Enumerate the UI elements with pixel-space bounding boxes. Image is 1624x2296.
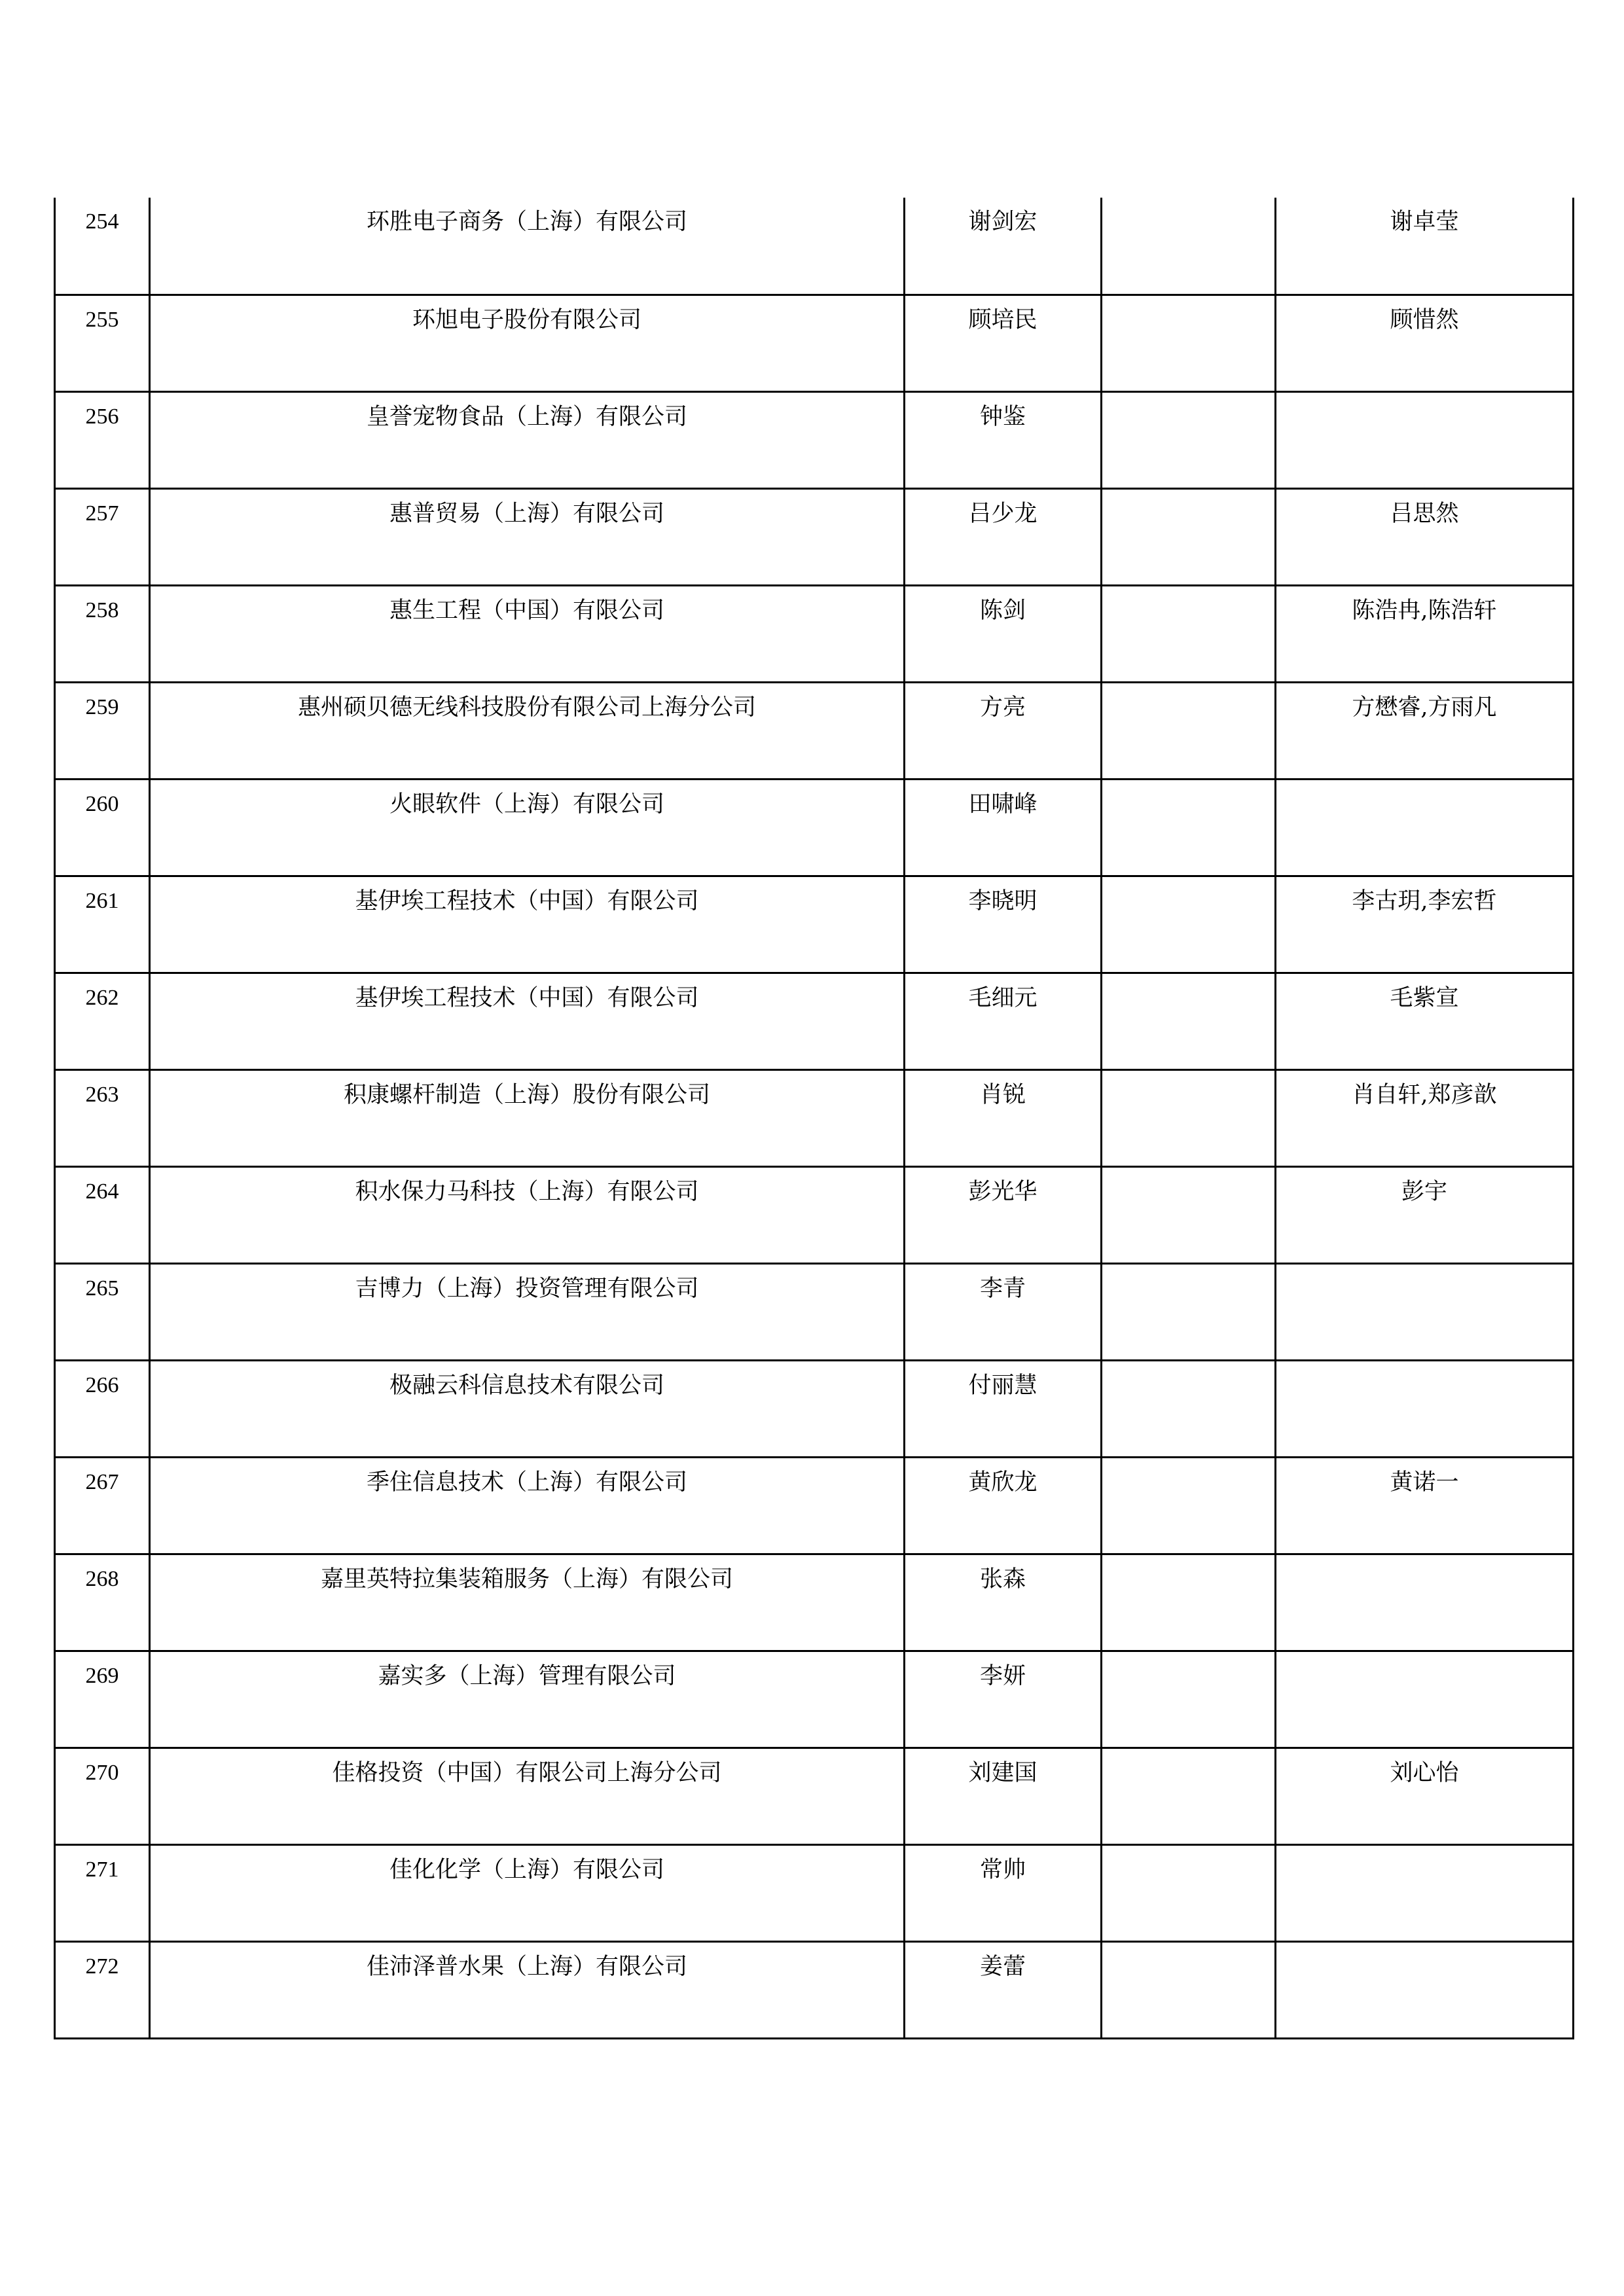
company-name: 季住信息技术（上海）有限公司 (366, 1469, 687, 1496)
table-row (55, 682, 1574, 779)
blank-cell-cell (1102, 1844, 1276, 1941)
blank-cell (1102, 1361, 1274, 1374)
table-row (55, 973, 1574, 1069)
company-name-cell (150, 1457, 905, 1554)
blank-cell-cell (1102, 1457, 1276, 1554)
children-names: 刘心怡 (1390, 1759, 1459, 1786)
row-number: 262 (85, 985, 119, 1010)
representative-name-cell (905, 295, 1102, 391)
table-row (55, 1554, 1574, 1651)
representative-name-cell (905, 682, 1102, 779)
blank-cell (1102, 1943, 1274, 1956)
row-number: 257 (85, 501, 119, 526)
table-row (55, 391, 1574, 488)
row-number: 264 (85, 1179, 119, 1204)
row-number-cell (55, 1941, 150, 2038)
children-names-cell (1276, 295, 1574, 391)
children-names-cell (1276, 1941, 1574, 2038)
table-row (55, 488, 1574, 585)
representative-name-cell (905, 488, 1102, 585)
blank-cell (1102, 877, 1274, 890)
row-number: 270 (85, 1760, 119, 1785)
row-number-cell (55, 1651, 150, 1748)
company-name-cell (150, 1651, 905, 1748)
blank-cell (1102, 198, 1274, 211)
children-names-cell (1276, 391, 1574, 488)
row-number-cell (55, 876, 150, 973)
company-name: 积康螺杆制造（上海）股份有限公司 (343, 1081, 710, 1108)
company-name-cell (150, 1748, 905, 1844)
company-name-cell (150, 488, 905, 585)
company-name: 嘉里英特拉集装箱服务（上海）有限公司 (320, 1566, 733, 1592)
blank-cell (1102, 683, 1274, 696)
row-number-cell (55, 1263, 150, 1360)
table-row (55, 295, 1574, 391)
table-row (55, 1457, 1574, 1554)
children-names-cell (1276, 1554, 1574, 1651)
representative-name: 李青 (979, 1275, 1026, 1302)
blank-cell-cell (1102, 779, 1276, 876)
representative-name: 陈剑 (979, 597, 1026, 624)
blank-cell-cell (1102, 488, 1276, 585)
table-row (55, 1651, 1574, 1748)
roster-body (55, 198, 1574, 2038)
table-row (55, 876, 1574, 973)
representative-name: 毛细元 (968, 984, 1038, 1011)
representative-name: 李晓明 (968, 888, 1038, 914)
company-name: 佳格投资（中国）有限公司上海分公司 (332, 1759, 722, 1786)
children-names-cell (1276, 198, 1574, 295)
blank-cell-cell (1102, 1360, 1276, 1457)
representative-name: 谢剑宏 (968, 209, 1038, 235)
children-names-cell (1276, 1844, 1574, 1941)
table-row (55, 1941, 1574, 2038)
company-name: 吉博力（上海）投资管理有限公司 (355, 1275, 699, 1302)
table-row (55, 585, 1574, 682)
company-name-cell (150, 585, 905, 682)
children-names: 方懋睿,方雨凡 (1352, 694, 1497, 721)
row-number-cell (55, 682, 150, 779)
table-row (55, 198, 1574, 295)
children-names: 毛紫宣 (1390, 984, 1459, 1011)
blank-cell (1102, 1458, 1274, 1471)
table-row (55, 1069, 1574, 1166)
representative-name: 田啸峰 (968, 791, 1038, 817)
table-row (55, 779, 1574, 876)
company-name: 嘉实多（上海）管理有限公司 (378, 1662, 676, 1689)
company-name-cell (150, 198, 905, 295)
company-name-cell (150, 973, 905, 1069)
blank-cell-cell (1102, 973, 1276, 1069)
row-number-cell (55, 391, 150, 488)
company-name: 基伊埃工程技术（中国）有限公司 (355, 984, 699, 1011)
children-names: 吕思然 (1390, 500, 1459, 527)
company-name-cell (150, 1360, 905, 1457)
roster-table (54, 198, 1574, 2039)
company-name-cell (150, 295, 905, 391)
blank-cell (1102, 1168, 1274, 1181)
blank-cell-cell (1102, 1748, 1276, 1844)
row-number-cell (55, 488, 150, 585)
company-name: 火眼软件（上海）有限公司 (389, 791, 664, 817)
row-number: 266 (85, 1372, 119, 1397)
company-name: 极融云科信息技术有限公司 (389, 1372, 664, 1399)
representative-name-cell (905, 1166, 1102, 1263)
children-names (1276, 780, 1572, 793)
representative-name: 钟鉴 (979, 403, 1026, 430)
representative-name-cell (905, 1554, 1102, 1651)
children-names: 彭宇 (1401, 1178, 1447, 1205)
children-names-cell (1276, 973, 1574, 1069)
company-name: 惠普贸易（上海）有限公司 (389, 500, 664, 527)
row-number: 263 (85, 1082, 119, 1107)
company-name: 环胜电子商务（上海）有限公司 (366, 209, 687, 235)
row-number-cell (55, 1360, 150, 1457)
company-name-cell (150, 682, 905, 779)
representative-name: 顾培民 (968, 306, 1038, 333)
representative-name-cell (905, 876, 1102, 973)
blank-cell (1102, 1652, 1274, 1665)
children-names (1276, 1943, 1572, 1956)
row-number: 259 (85, 694, 119, 719)
table-row (55, 1360, 1574, 1457)
children-names (1276, 1846, 1572, 1859)
row-number-cell (55, 1554, 150, 1651)
row-number-cell (55, 295, 150, 391)
representative-name: 付丽慧 (968, 1372, 1038, 1399)
row-number: 256 (85, 404, 119, 429)
row-number-cell (55, 1844, 150, 1941)
children-names-cell (1276, 1457, 1574, 1554)
representative-name: 李妍 (979, 1662, 1026, 1689)
company-name: 基伊埃工程技术（中国）有限公司 (355, 888, 699, 914)
children-names: 李古玥,李宏哲 (1352, 888, 1497, 914)
representative-name-cell (905, 198, 1102, 295)
blank-cell-cell (1102, 1554, 1276, 1651)
row-number-cell (55, 1748, 150, 1844)
company-name: 惠州硕贝德无线科技股份有限公司上海分公司 (297, 694, 756, 721)
blank-cell-cell (1102, 876, 1276, 973)
row-number: 272 (85, 1954, 119, 1979)
children-names-cell (1276, 1069, 1574, 1166)
children-names-cell (1276, 876, 1574, 973)
row-number: 261 (85, 888, 119, 913)
children-names: 陈浩冉,陈浩轩 (1352, 597, 1497, 624)
blank-cell (1102, 974, 1274, 987)
row-number: 267 (85, 1469, 119, 1494)
children-names (1276, 393, 1572, 406)
blank-cell (1102, 1749, 1274, 1762)
blank-cell (1102, 1071, 1274, 1084)
company-name-cell (150, 876, 905, 973)
company-name-cell (150, 1166, 905, 1263)
row-number: 269 (85, 1663, 119, 1688)
table-row (55, 1166, 1574, 1263)
blank-cell-cell (1102, 1941, 1276, 2038)
company-name-cell (150, 779, 905, 876)
company-name: 惠生工程（中国）有限公司 (389, 597, 664, 624)
children-names-cell (1276, 1651, 1574, 1748)
representative-name: 张森 (979, 1566, 1026, 1592)
table-row (55, 1844, 1574, 1941)
representative-name: 姜蕾 (979, 1953, 1026, 1980)
children-names-cell (1276, 488, 1574, 585)
children-names: 顾惜然 (1390, 306, 1459, 333)
representative-name: 常帅 (979, 1856, 1026, 1883)
children-names-cell (1276, 1166, 1574, 1263)
row-number-cell (55, 585, 150, 682)
representative-name: 吕少龙 (968, 500, 1038, 527)
representative-name-cell (905, 1651, 1102, 1748)
row-number: 271 (85, 1857, 119, 1882)
blank-cell-cell (1102, 1166, 1276, 1263)
children-names: 肖自轩,郑彦歆 (1352, 1081, 1497, 1108)
children-names-cell (1276, 1360, 1574, 1457)
row-number: 265 (85, 1276, 119, 1300)
representative-name-cell (905, 1263, 1102, 1360)
representative-name: 方亮 (979, 694, 1026, 721)
company-name-cell (150, 1069, 905, 1166)
row-number: 255 (85, 307, 119, 332)
company-name: 佳沛泽普水果（上海）有限公司 (366, 1953, 687, 1980)
blank-cell (1102, 393, 1274, 406)
representative-name-cell (905, 779, 1102, 876)
representative-name-cell (905, 1748, 1102, 1844)
blank-cell (1102, 780, 1274, 793)
company-name-cell (150, 1263, 905, 1360)
row-number-cell (55, 198, 150, 295)
company-name-cell (150, 1554, 905, 1651)
blank-cell (1102, 586, 1274, 600)
children-names-cell (1276, 585, 1574, 682)
blank-cell-cell (1102, 585, 1276, 682)
row-number-cell (55, 973, 150, 1069)
company-name: 皇誉宠物食品（上海）有限公司 (366, 403, 687, 430)
representative-name-cell (905, 1941, 1102, 2038)
row-number: 268 (85, 1566, 119, 1591)
representative-name-cell (905, 973, 1102, 1069)
blank-cell (1102, 1265, 1274, 1278)
blank-cell (1102, 1555, 1274, 1568)
company-name: 佳化化学（上海）有限公司 (389, 1856, 664, 1883)
representative-name: 肖锐 (979, 1081, 1026, 1108)
blank-cell-cell (1102, 1263, 1276, 1360)
row-number-cell (55, 1069, 150, 1166)
representative-name-cell (905, 1069, 1102, 1166)
blank-cell (1102, 296, 1274, 309)
children-names: 谢卓莹 (1390, 209, 1459, 235)
table-row (55, 1748, 1574, 1844)
blank-cell-cell (1102, 198, 1276, 295)
company-name-cell (150, 391, 905, 488)
row-number: 254 (85, 209, 119, 234)
company-name: 环旭电子股份有限公司 (412, 306, 641, 333)
representative-name-cell (905, 1457, 1102, 1554)
blank-cell-cell (1102, 295, 1276, 391)
representative-name: 黄欣龙 (968, 1469, 1038, 1496)
children-names (1276, 1265, 1572, 1278)
blank-cell-cell (1102, 1651, 1276, 1748)
blank-cell (1102, 1846, 1274, 1859)
children-names (1276, 1361, 1572, 1374)
children-names: 黄诺一 (1390, 1469, 1459, 1496)
table-row (55, 1263, 1574, 1360)
blank-cell-cell (1102, 391, 1276, 488)
representative-name-cell (905, 1360, 1102, 1457)
children-names (1276, 1555, 1572, 1568)
children-names-cell (1276, 1263, 1574, 1360)
blank-cell (1102, 490, 1274, 503)
representative-name-cell (905, 391, 1102, 488)
representative-name: 彭光华 (968, 1178, 1038, 1205)
company-name: 积水保力马科技（上海）有限公司 (355, 1178, 699, 1205)
blank-cell-cell (1102, 1069, 1276, 1166)
row-number-cell (55, 779, 150, 876)
children-names (1276, 1652, 1572, 1665)
children-names-cell (1276, 779, 1574, 876)
representative-name: 刘建国 (968, 1759, 1038, 1786)
blank-cell-cell (1102, 682, 1276, 779)
children-names-cell (1276, 1748, 1574, 1844)
row-number: 258 (85, 598, 119, 622)
row-number: 260 (85, 791, 119, 816)
representative-name-cell (905, 1844, 1102, 1941)
company-name-cell (150, 1844, 905, 1941)
row-number-cell (55, 1457, 150, 1554)
children-names-cell (1276, 682, 1574, 779)
representative-name-cell (905, 585, 1102, 682)
row-number-cell (55, 1166, 150, 1263)
company-name-cell (150, 1941, 905, 2038)
